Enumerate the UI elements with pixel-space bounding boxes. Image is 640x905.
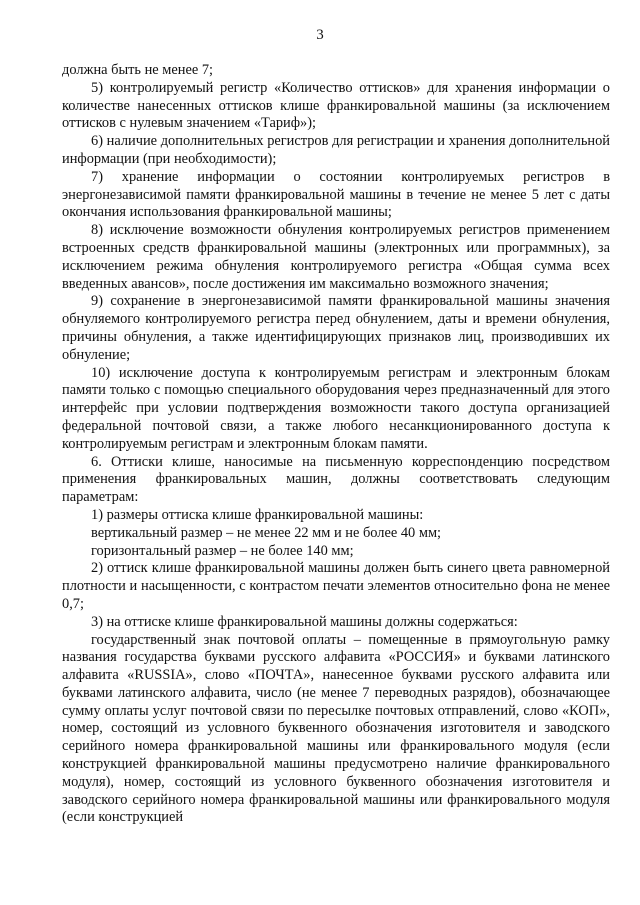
paragraph-14: государственный знак почтовой оплаты – помещенные в прямоугольную рамку названия государства буквами русского алфавита «РОССИЯ» и буквами латинского алфавита «RUSSIA», слово «ПОЧТА», нанесенное буквами русского алфавита или буквами латинского алфавита, число (не менее 7 переводных разрядов), обозначающее сумму оплаты услуг почтовой связи по пересылке почтовых отправлений, слово «КОП», номер, состоящий из условного буквенного обозначения изготовителя и заводского серийного номера франкировальной машины или франкировального модуля (если конструкцией франкировальной машины предусмотрено наличие франкировального модуля), номер, состоящий из условного буквенного обозначения изготовителя и заводского серийного номера франкировальной машины или франкировального модуля (если конструкцией [62, 631, 610, 826]
paragraph-11: горизонтальный размер – не более 140 мм; [91, 542, 354, 559]
document-body [62, 62, 610, 827]
paragraph-2: 5) контролируемый регистр «Количество оттисков» для хранения информации о количестве нанесенных оттисков клише франкировальной машины (за исключением оттисков с нулевым значением «Тариф»); [62, 79, 610, 132]
paragraph-9: 1) размеры оттиска клише франкировальной машины: [91, 506, 424, 523]
paragraph-3: 6) наличие дополнительных регистров для регистрации и хранения дополнительной информации (при необходимости); [62, 133, 610, 167]
paragraph-4: 7) хранение информации о состоянии контролируемых регистров в энергонезависимой памяти франкировальной машины в течение не менее 5 лет с даты окончания использования франкировальной машины; [62, 168, 610, 221]
paragraph-7: 10) исключение доступа к контролируемым регистрам и электронным блокам памяти только с помощью специального оборудования через предназначенный для этого интерфейс при условии подтверждения возможности такого доступа организацией федеральной почтовой связи, а также любого несанкционированного доступа к контролируемым регистрам и электронным блокам памяти. [62, 364, 610, 452]
paragraph-12: 2) оттиск клише франкировальной машины должен быть синего цвета равномерной плотности и насыщенности, с контрастом печати элементов относительно фона не менее 0,7; [62, 560, 610, 612]
page-number: 3 [316, 27, 324, 43]
paragraph-8: 6. Оттиски клише, наносимые на письменную корреспонденцию посредством применения франкировальных машин, должны соответствовать следующим параметрам: [62, 453, 610, 506]
paragraph-6: 9) сохранение в энергонезависимой памяти франкировальной машины значения обнуляемого контролируемого регистра перед обнулением, даты и времени обнуления, причины обнуления, а также идентифицирующих признаков лиц, производивших их обнуление; [62, 293, 610, 363]
paragraph-10: вертикальный размер – не менее 22 мм и не более 40 мм; [91, 524, 442, 541]
paragraph-1: должна быть не менее 7; [62, 62, 214, 78]
paragraph-13: 3) на оттиске клише франкировальной машины должны содержаться: [91, 613, 518, 630]
paragraph-5: 8) исключение возможности обнуления контролируемых регистров применением встроенных средств франкировальной машины (электронных или программных), за исключением режима обнуления контролируемого регистра «Общая сумма всех введенных авансов», после достижения им максимально возможного значения; [62, 222, 610, 292]
